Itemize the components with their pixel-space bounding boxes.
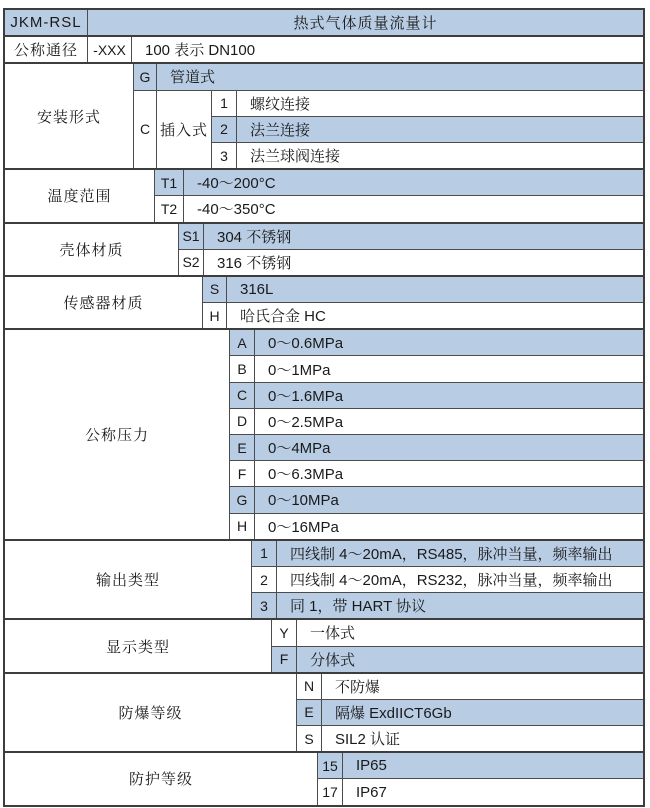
option-code: 15: [318, 753, 343, 778]
model-selection-table: [3, 8, 645, 807]
option-code: 17: [318, 779, 343, 804]
option-row: [179, 224, 643, 249]
option-code: S2: [179, 250, 204, 275]
section-label: 防爆等级: [5, 674, 297, 752]
section-temperature-range: [5, 168, 643, 221]
option-value: 管道式: [170, 69, 216, 87]
section-explosion-proof: [5, 672, 643, 752]
option-code: E: [230, 435, 255, 460]
option-value: 316 不锈钢: [217, 254, 292, 272]
option-value: -40～200°C: [197, 175, 276, 193]
option-value: 分体式: [310, 651, 356, 669]
option-row: [297, 674, 643, 699]
option-row: [212, 91, 643, 116]
section-label: 防护等级: [5, 753, 318, 804]
section-nominal-diameter: [5, 35, 643, 62]
option-code: S: [203, 277, 227, 302]
section-label: 输出类型: [5, 541, 252, 619]
option-value: 哈氏合金 HC: [240, 308, 326, 326]
option-code: E: [297, 700, 322, 725]
option-row: [230, 434, 643, 460]
option-row: [179, 249, 643, 275]
option-value: -40～350°C: [197, 201, 276, 219]
section-label: 安装形式: [5, 64, 134, 168]
section-display-type: [5, 618, 643, 671]
option-value: 0～10MPa: [268, 492, 339, 510]
option-row: [297, 699, 643, 725]
option-value: 隔爆 ExdIICT6Gb: [335, 704, 452, 722]
option-code: T2: [155, 196, 184, 221]
section-label: 壳体材质: [5, 224, 179, 275]
option-code: 1: [212, 91, 237, 116]
option-value: 同 1，带 HART 协议: [290, 598, 427, 616]
option-row: [230, 355, 643, 381]
option-code: A: [230, 330, 255, 355]
option-row: [297, 725, 643, 751]
option-row: [272, 646, 643, 672]
option-value: 100 表示 DN100: [145, 42, 256, 60]
option-row: [155, 170, 643, 195]
option-code: F: [272, 647, 297, 672]
option-row: [230, 460, 643, 486]
option-row: [230, 330, 643, 355]
option-row: [134, 64, 643, 89]
option-row: [230, 513, 643, 539]
option-code: 2: [212, 117, 237, 142]
option-code: S: [297, 726, 322, 751]
option-value: 0～1.6MPa: [268, 387, 344, 405]
option-value: IP65: [356, 757, 387, 775]
option-code: T1: [155, 170, 184, 195]
option-code: Y: [272, 620, 297, 645]
product-title: 热式气体质量流量计: [293, 15, 438, 33]
option-code: N: [297, 674, 322, 699]
section-install-type: [5, 62, 643, 168]
option-code: G: [230, 487, 255, 512]
option-code: 3: [212, 143, 237, 168]
option-value: IP67: [356, 783, 387, 801]
option-value: 304 不锈钢: [217, 228, 292, 246]
option-row: [212, 116, 643, 142]
option-code: 2: [252, 567, 277, 592]
option-row: [318, 778, 643, 804]
option-code: C: [134, 91, 157, 169]
section-label: 公称通径: [5, 37, 88, 62]
insert-type-block: [134, 90, 643, 169]
option-code: S1: [179, 224, 204, 249]
option-code: 3: [252, 593, 277, 618]
option-row: [318, 753, 643, 778]
option-code: D: [230, 409, 255, 434]
option-row: [230, 408, 643, 434]
option-row: [252, 566, 643, 592]
option-row: [212, 142, 643, 168]
option-row: [252, 592, 643, 618]
section-sensor-material: [5, 275, 643, 328]
section-label: 显示类型: [5, 620, 272, 671]
section-output-type: [5, 539, 643, 619]
option-code: C: [230, 383, 255, 408]
option-value: 0～4MPa: [268, 440, 331, 458]
section-housing-material: [5, 222, 643, 275]
section-protection-grade: [5, 751, 643, 804]
header-row: [5, 10, 643, 35]
option-code: 1: [252, 541, 277, 566]
option-code: F: [230, 461, 255, 486]
section-label: 传感器材质: [5, 277, 203, 328]
section-nominal-pressure: [5, 328, 643, 539]
option-value: 0～0.6MPa: [268, 335, 344, 353]
option-row: [252, 541, 643, 566]
option-value: 0～6.3MPa: [268, 466, 344, 484]
option-code: G: [134, 64, 157, 89]
option-value: SIL2 认证: [335, 731, 401, 749]
option-value: 0～2.5MPa: [268, 413, 344, 431]
section-label: 公称压力: [5, 330, 230, 539]
option-row: [230, 486, 643, 512]
option-row: [203, 277, 643, 302]
option-value: 法兰球阀连接: [250, 148, 341, 166]
model-code-cell: JKM-RSL: [5, 10, 88, 35]
option-value: 法兰连接: [250, 121, 311, 139]
option-row: [203, 302, 643, 328]
option-row: [230, 382, 643, 408]
option-value: 0～16MPa: [268, 518, 339, 536]
option-value: 四线制 4～20mA，RS485，脉冲当量，频率输出: [290, 545, 613, 563]
option-value: 螺纹连接: [250, 95, 311, 113]
option-value: 0～1MPa: [268, 361, 331, 379]
option-row: [155, 195, 643, 221]
option-value: 316L: [240, 280, 274, 298]
option-value: 不防爆: [335, 678, 381, 696]
insert-type-label: 插入式: [157, 91, 212, 169]
option-code: H: [230, 514, 255, 539]
option-code: -XXX: [88, 37, 132, 62]
option-code: B: [230, 356, 255, 381]
section-label: 温度范围: [5, 170, 155, 221]
option-code: H: [203, 303, 227, 328]
option-value: 一体式: [310, 625, 356, 643]
option-row: [272, 620, 643, 645]
option-value: 四线制 4～20mA，RS232，脉冲当量，频率输出: [290, 572, 613, 590]
